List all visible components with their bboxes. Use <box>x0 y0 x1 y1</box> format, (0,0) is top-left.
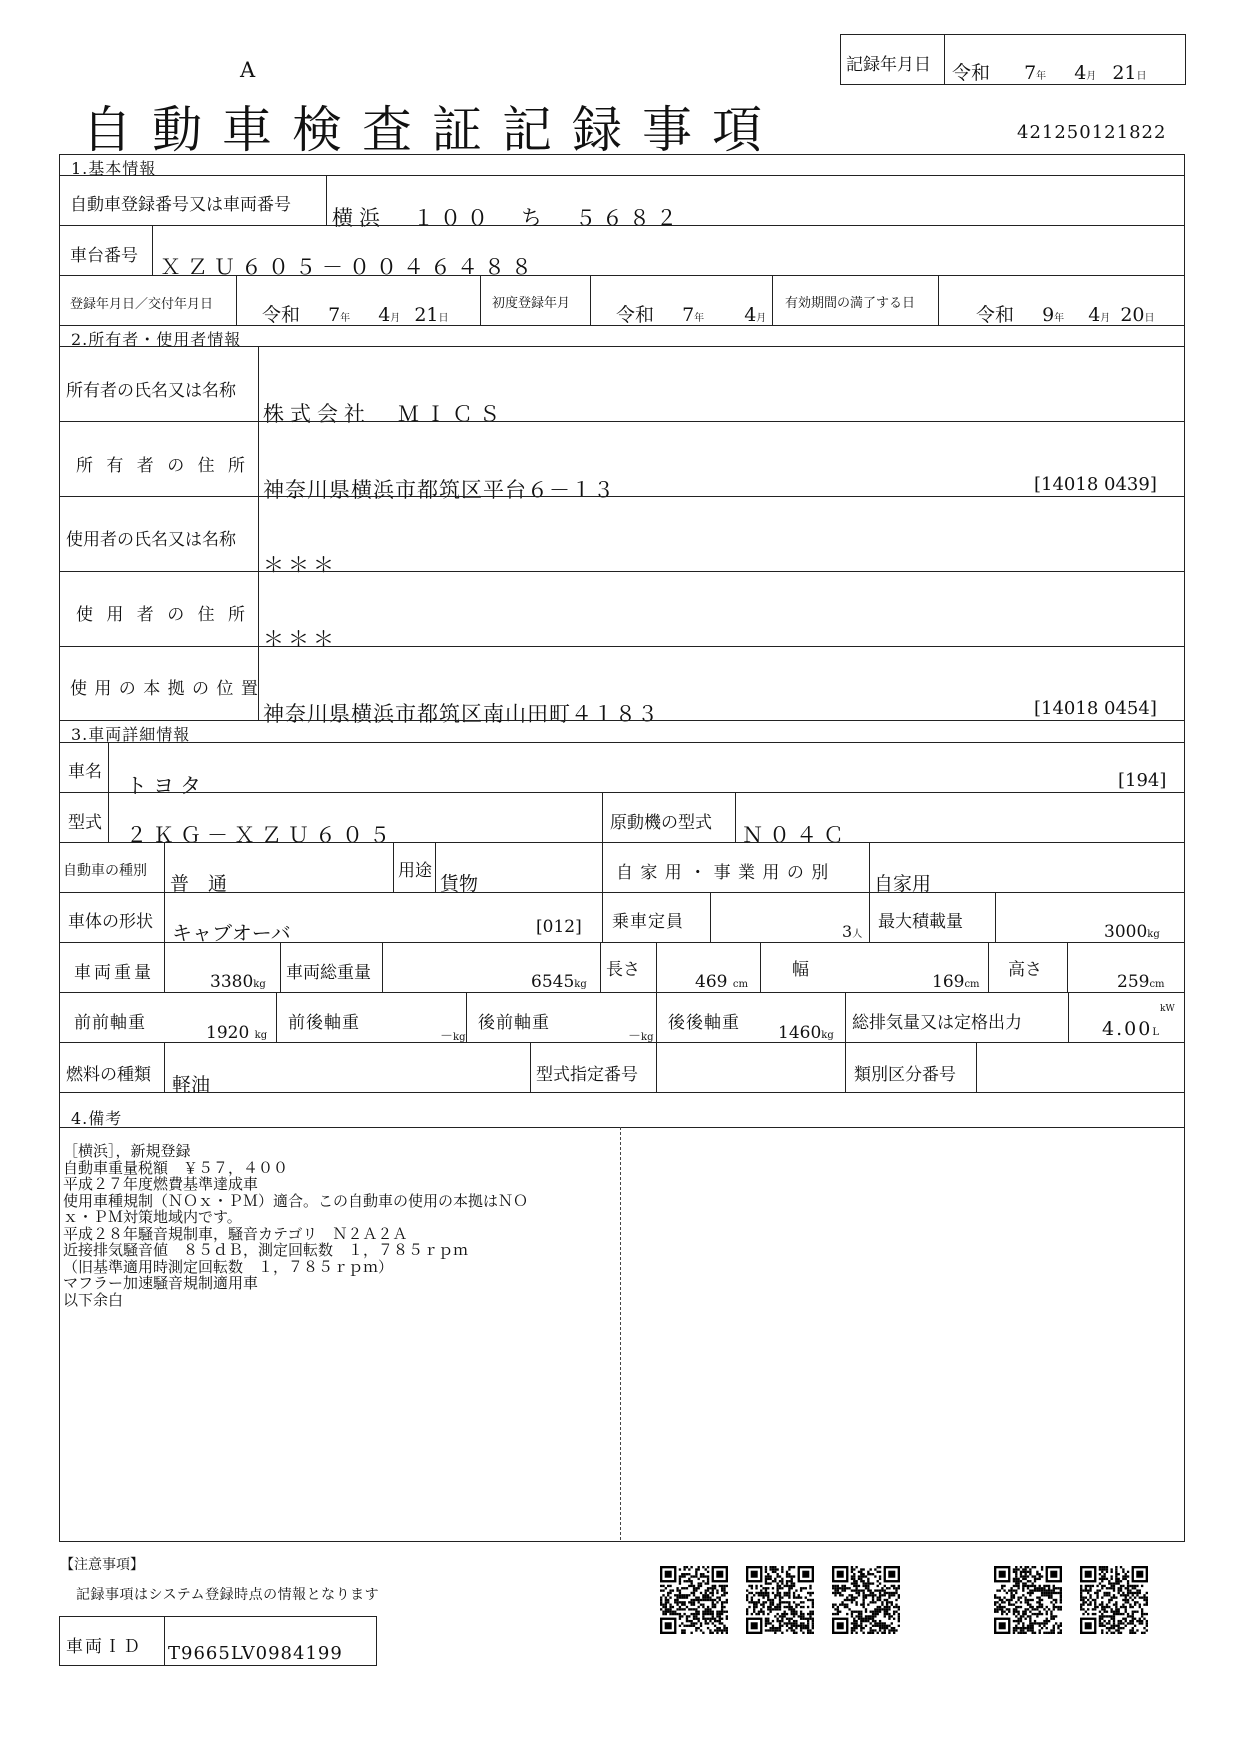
first-reg-value: 令和 7年 4月 <box>616 304 767 326</box>
remarks-line: 平成２７年度燃費基準達成車 <box>63 1175 259 1193</box>
gross-weight-value: 6545kg <box>531 972 587 992</box>
qr-code-icon <box>660 1566 728 1634</box>
remarks-line: 以下余白 <box>63 1290 124 1309</box>
model-label: 型式 <box>68 813 102 833</box>
expiry-value: 令和 9年 4月 20日 <box>976 304 1155 326</box>
rf-axle-label: 後前軸重 <box>478 1013 550 1033</box>
vehicle-weight-label: 車両重量 <box>74 963 154 983</box>
section-vehicle-title: 3.車両詳細情報 <box>71 725 191 744</box>
chassis-label: 車台番号 <box>70 246 138 266</box>
use-value: 貨物 <box>440 873 479 895</box>
user-name-value: ＊＊＊ <box>263 553 338 577</box>
section-basic-title: 1.基本情報 <box>71 159 157 178</box>
body-shape-value: キャブオーバ <box>172 921 291 945</box>
qr-code-icon <box>746 1566 814 1634</box>
chassis-value: ＸＺＵ６０５－００４６４８８ <box>160 255 538 279</box>
width-value: 169cm <box>932 972 980 992</box>
body-shape-label: 車体の形状 <box>68 912 153 932</box>
owner-address-code: [14018 0439] <box>1034 474 1157 495</box>
section-owner-title: 2.所有者・使用者情報 <box>71 330 242 349</box>
class-number-label: 類別区分番号 <box>854 1065 956 1085</box>
base-location-value: 神奈川県横浜市都筑区南山田町４１８３ <box>263 702 659 726</box>
engine-label: 原動機の型式 <box>610 813 712 833</box>
make-label: 車名 <box>68 762 102 782</box>
fuel-label: 燃料の種類 <box>66 1065 151 1085</box>
fr-axle-value: －kg <box>440 1029 466 1044</box>
remarks-line: 自動車重量税額 ￥５７，４００ <box>63 1158 289 1177</box>
vehicle-kind-value: 普 通 <box>170 873 228 895</box>
vehicle-id-value: T9665LV0984199 <box>168 1643 343 1664</box>
doc-number: 421250121822 <box>1017 122 1167 143</box>
remarks-line: 近接排気騒音値 ８５ｄＢ，測定回転数 １，７８５ｒｐｍ <box>63 1241 469 1259</box>
capacity-value: 3人 <box>842 922 863 941</box>
remarks-text <box>63 1143 528 1308</box>
kw-unit: kW <box>1160 1004 1175 1014</box>
make-value: トヨタ <box>126 774 207 798</box>
base-location-label: 使 用 の 本 拠 の 位 置 <box>70 679 259 699</box>
page-title: 自動車検査証記録事項 <box>82 101 782 159</box>
height-label: 高さ <box>1008 960 1042 980</box>
remarks-divider <box>620 1127 621 1540</box>
reg-date-value: 令和 7年 4月 21日 <box>262 304 449 326</box>
rr-axle-label: 後後軸重 <box>668 1013 740 1033</box>
model-value: ２ＫＧ－ＸＺＵ６０５ <box>126 823 396 847</box>
max-load-label: 最大積載量 <box>878 912 963 932</box>
section-remarks-title: 4.備考 <box>71 1109 123 1128</box>
user-name-label: 使用者の氏名又は名称 <box>66 530 236 550</box>
record-date-label: 記録年月日 <box>846 55 931 75</box>
rf-axle-value: －kg <box>628 1029 654 1044</box>
qr-code-icon <box>1080 1566 1148 1634</box>
notes-title: 【注意事項】 <box>60 1557 144 1573</box>
qr-code-icon <box>832 1566 900 1634</box>
length-value: 469 cm <box>695 972 748 992</box>
vehicle-kind-label: 自動車の種別 <box>63 863 147 879</box>
make-code: [194] <box>1118 770 1167 791</box>
qr-code-icon <box>994 1566 1062 1634</box>
displacement-value: 4.00L <box>1102 1018 1161 1040</box>
owner-address-value: 神奈川県横浜市都筑区平台６－１３ <box>263 478 615 502</box>
reg-date-label: 登録年月日／交付年月日 <box>70 297 214 312</box>
length-label: 長さ <box>606 960 640 980</box>
private-business-value: 自家用 <box>874 873 932 895</box>
owner-name-value: 株式会社 ＭＩＣＳ <box>263 402 506 426</box>
fr-axle-label: 前後軸重 <box>288 1013 360 1033</box>
ff-axle-label: 前前軸重 <box>74 1013 146 1033</box>
vehicle-id-label: 車両ＩＤ <box>66 1637 142 1657</box>
form-mark: A <box>240 58 256 82</box>
body-shape-code: [012] <box>536 917 582 937</box>
gross-weight-label: 車両総重量 <box>286 963 371 983</box>
max-load-value: 3000kg <box>1104 922 1160 942</box>
ff-axle-value: 1920 kg <box>206 1023 268 1043</box>
first-reg-label: 初度登録年月 <box>492 296 571 311</box>
owner-name-label: 所有者の氏名又は名称 <box>66 381 236 401</box>
reg-number-label: 自動車登録番号又は車両番号 <box>70 195 291 215</box>
engine-value: Ｎ０４Ｃ <box>742 823 850 847</box>
remarks-line: マフラー加速騒音規制適用車 <box>63 1274 259 1292</box>
use-label: 用途 <box>398 861 432 881</box>
user-address-value: ＊＊＊ <box>263 627 338 651</box>
remarks-line: 使用車種規制（ＮＯｘ・ＰＭ）適合。この自動車の使用の本拠はＮＯ <box>63 1191 529 1210</box>
reg-number-value: 横浜 １００ ち ５６８２ <box>332 206 683 230</box>
height-value: 259cm <box>1117 972 1165 992</box>
remarks-line: ｘ・ＰＭ対策地域内です。 <box>63 1208 242 1226</box>
displacement-label: 総排気量又は定格出力 <box>852 1013 1022 1033</box>
width-label: 幅 <box>792 960 809 980</box>
user-address-label: 使 用 者 の 住 所 <box>76 605 250 625</box>
notes-text: 記録事項はシステム登録時点の情報となります <box>76 1587 380 1603</box>
base-location-code: [14018 0454] <box>1034 698 1157 719</box>
remarks-line: ［横浜］，新規登録 <box>63 1142 191 1160</box>
expiry-label: 有効期間の満了する日 <box>785 296 916 311</box>
remarks-line: （旧基準適用時測定回転数 １，７８５ｒｐｍ） <box>63 1257 394 1276</box>
owner-address-label: 所 有 者 の 住 所 <box>76 456 250 476</box>
private-business-label: 自 家 用 ・ 事 業 用 の 別 <box>616 863 830 883</box>
type-number-label: 型式指定番号 <box>536 1065 638 1085</box>
remarks-line: 平成２８年騒音規制車，騒音カテゴリ Ｎ２Ａ２Ａ <box>63 1224 408 1243</box>
capacity-label: 乗車定員 <box>612 912 684 932</box>
rr-axle-value: 1460kg <box>778 1023 834 1043</box>
fuel-value: 軽油 <box>172 1074 211 1096</box>
vehicle-weight-value: 3380kg <box>210 972 266 992</box>
record-date-value: 令和 7年 4月 21日 <box>952 62 1147 84</box>
